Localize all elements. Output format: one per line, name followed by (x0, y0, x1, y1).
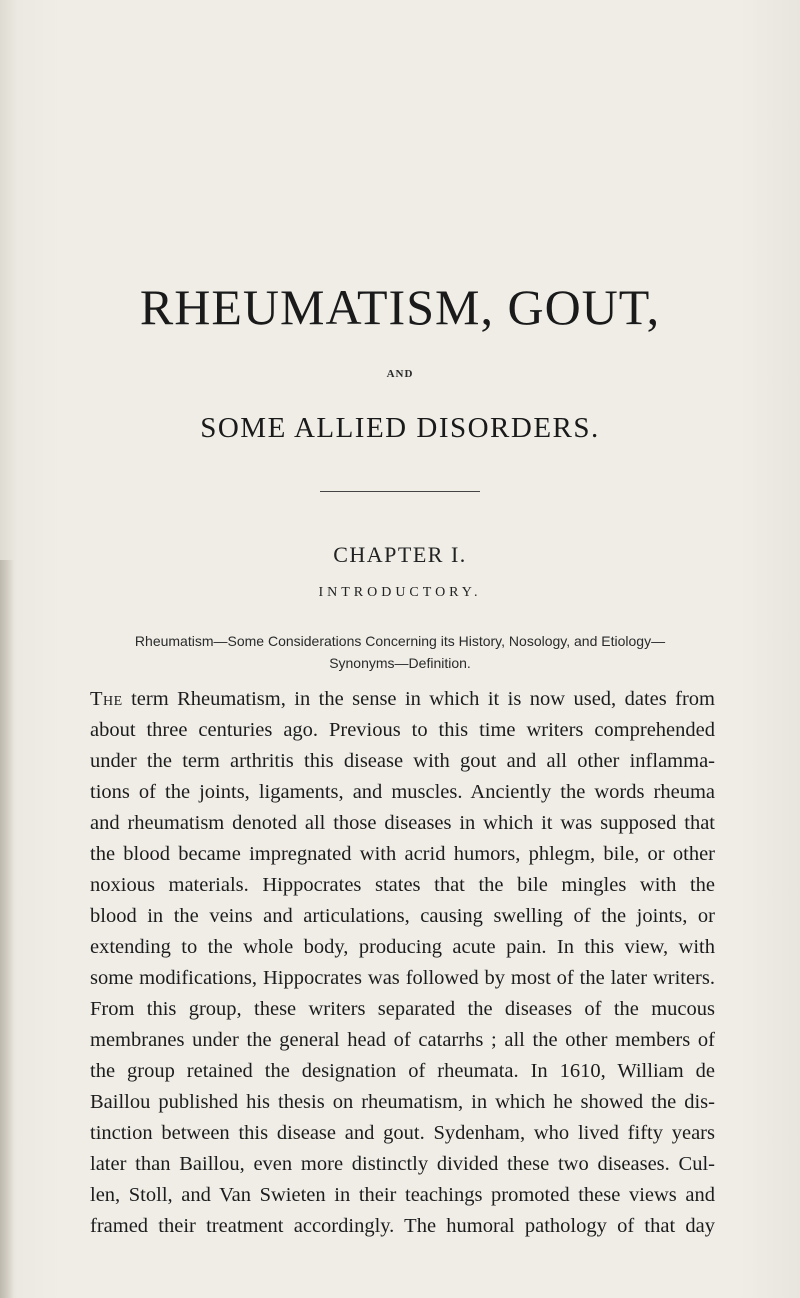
text-line-content: term Rheumatism, in the sense in which it is now used, dates from (122, 688, 715, 710)
synopsis-line: Rheumatism—Some Considerations Concerning its History, Nosology, and Etiology— (134, 633, 666, 649)
book-title: RHEUMATISM, GOUT, (139, 279, 661, 335)
chapter-heading: CHAPTER I. (333, 542, 467, 567)
page-edge-shadow (0, 560, 14, 1298)
text-line: later than Baillou, even more distinctly divided these two diseases. Cul- (90, 1153, 715, 1175)
text-line (90, 684, 715, 715)
text-line: From this group, these writers separated the diseases of the mucous (90, 998, 715, 1020)
text-line: and rheumatism denoted all those diseases in which it was supposed that (90, 812, 715, 834)
first-word: The (90, 688, 123, 710)
text-line: under the term arthritis this disease with gout and all other inflamma- (90, 750, 715, 772)
text-line: membranes under the general head of catarrhs ; all the other members of (90, 1029, 715, 1051)
text-line: the group retained the designation of rheumata. In 1610, William de (90, 1060, 715, 1082)
chapter-subheading: INTRODUCTORY. (318, 585, 482, 600)
text-line: Baillou published his thesis on rheumatism, in which he showed the dis- (90, 1091, 715, 1113)
title-conjunction: AND (386, 368, 414, 380)
text-line: some modifications, Hippocrates was followed by most of the later writers. (90, 967, 715, 989)
text-line: tinction between this disease and gout. Sydenham, who lived fifty years (90, 1122, 715, 1144)
text-line: blood in the veins and articulations, causing swelling of the joints, or (90, 905, 715, 927)
book-subtitle: SOME ALLIED DISORDERS. (200, 412, 600, 444)
text-line: about three centuries ago. Previous to this time writers comprehended (90, 719, 715, 741)
chapter-synopsis (100, 630, 700, 674)
body-paragraph (90, 684, 715, 1242)
text-line: tions of the joints, ligaments, and muscles. Anciently the words rheuma (90, 781, 715, 803)
synopsis-line: Synonyms—Definition. (329, 655, 471, 671)
text-line: extending to the whole body, producing acute pain. In this view, with (90, 936, 715, 958)
text-line: the blood became impregnated with acrid humors, phlegm, bile, or other (90, 843, 715, 865)
text-line: len, Stoll, and Van Swieten in their teachings promoted these views and (90, 1184, 715, 1206)
text-line: noxious materials. Hippocrates states that the bile mingles with the (90, 874, 715, 896)
text-line: framed their treatment accordingly. The humoral pathology of that day (90, 1215, 715, 1237)
title-divider (320, 491, 480, 492)
